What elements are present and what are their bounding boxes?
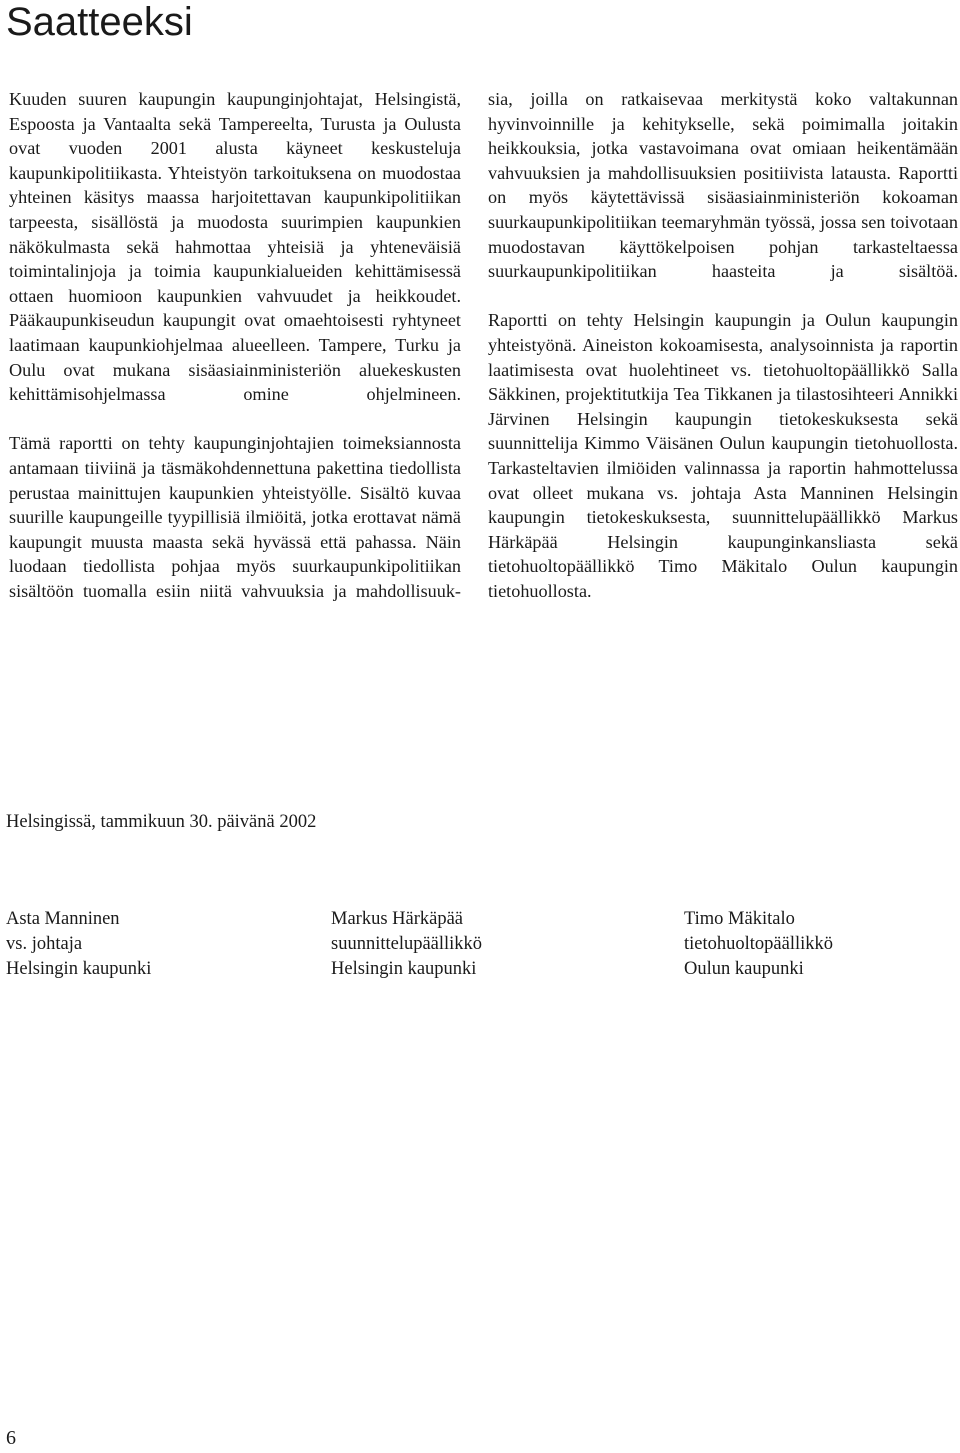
left-paragraph-1: Kuuden suuren kaupungin kaupunginjohtajat, Helsingistä, Espoosta ja Vantaalta sekä Tampereelta, Turusta ja Oulusta ovat vuoden 2001 alusta käyneet keskusteluja kaupunkipolitiikasta. Yhteistyön tarkoituksena on muodostaa yhteinen käsitys maassa harjoitettavan kaupunkipolitiikan tarpeesta, sisällöstä ja muodosta suurimpien kaupunkien näkökulmasta sekä hahmottaa yhteisiä ja yhteneväisiä toimintalinjoja ja toimia kaupunkialueiden kehittämisessä ottaen huomioon kaupunkien vahvuudet ja heikkoudet. Pääkaupunkiseudun kaupungit ovat omaehtoisesti ryhtyneet laatimaan kaupunkiohjelmaa alueelleen. Tampere, Turku ja Oulu ovat mukana sisäasiainministeriön aluekeskusten kehittämisohjelmassa omine ohjelmineen. xyxy=(9,89,461,405)
signatory-organization: Helsingin kaupunki xyxy=(6,959,152,979)
signatory-organization: Oulun kaupunki xyxy=(684,959,804,979)
right-column xyxy=(488,87,958,603)
signatory-role: suunnittelupäällikkö xyxy=(331,934,483,954)
right-paragraph-2: Raportti on tehty Helsingin kaupungin ja Oulun kaupungin yhteistyönä. Aineiston kokoamisesta, analysoinnista ja raportin laatimisesta ovat huolehtineet vs. tietohuoltopäällikkö Salla Säkkinen, projektitutkija Tea Tikkanen ja tilastosihteeri Annikki Järvinen Helsingin kaupungin tietokeskuksesta sekä suunnittelija Kimmo Väisänen Oulun kaupungin tietohuollosta. Tarkasteltavien ilmiöiden valinnassa ja raportin hahmottelussa ovat olleet mukana vs. johtaja Asta Manninen Helsingin kaupungin tietokeskuksesta, suunnittelupäällikkö Markus Härkäpää Helsingin kaupunginkansliasta sekä tietohuoltopäällikkö Timo Mäkitalo Oulun kaupungin tietohuollosta. xyxy=(488,310,958,601)
page-title: Saatteeksi xyxy=(6,0,193,44)
left-column xyxy=(9,87,461,603)
left-paragraph-2: Tämä raportti on tehty kaupunginjohtajien toimeksiannosta antamaan tiiviinä ja täsmäkohdennettuna pakettina tiedollista perustaa mainittujen kaupunkien yhteistyölle. Sisältö kuvaa suurille kaupungeille tyypillisiä ilmiöitä, jotka erottavat nämä kaupungit muusta maasta sekä hyvässä että pahassa. Näin luodaan tiedollista pohjaa myös suurkaupunkipolitiikan sisältöön tuomalla esiin niitä vahvuuksia ja mahdollisuuk- xyxy=(9,433,461,601)
signatory-role: tietohuoltopäällikkö xyxy=(684,934,834,954)
right-paragraph-1: sia, joilla on ratkaisevaa merkitystä koko valtakunnan hyvinvoinnille ja kehitykselle, sekä poimimalla joitakin heikkouksia, jotka vastavoimana ovat omiaan heikentämään vahvuuksien ja mahdollisuuksien positiivista latausta. Raportti on myös käytettävissä sisäasiainministeriön kokoaman suurkaupunkipolitiikan teemaryhmän työssä, jossa sen toivotaan muodostavan käyttökelpoisen pohjan tarkasteltaessa suurkaupunkipolitiikan haasteita ja sisältöä. xyxy=(488,89,958,282)
signatory-name: Timo Mäkitalo xyxy=(684,909,795,929)
signatory-role: vs. johtaja xyxy=(6,934,83,954)
signatory-name: Markus Härkäpää xyxy=(331,909,464,929)
signatory-name: Asta Manninen xyxy=(6,909,120,929)
page-number: 6 xyxy=(6,1427,16,1449)
signature-block-harkapaa xyxy=(331,907,482,982)
signatory-organization: Helsingin kaupunki xyxy=(331,959,477,979)
signature-block-manninen xyxy=(6,907,151,982)
signature-block-makitalo xyxy=(684,907,833,982)
place-date: Helsingissä, tammikuun 30. päivänä 2002 xyxy=(6,812,317,832)
